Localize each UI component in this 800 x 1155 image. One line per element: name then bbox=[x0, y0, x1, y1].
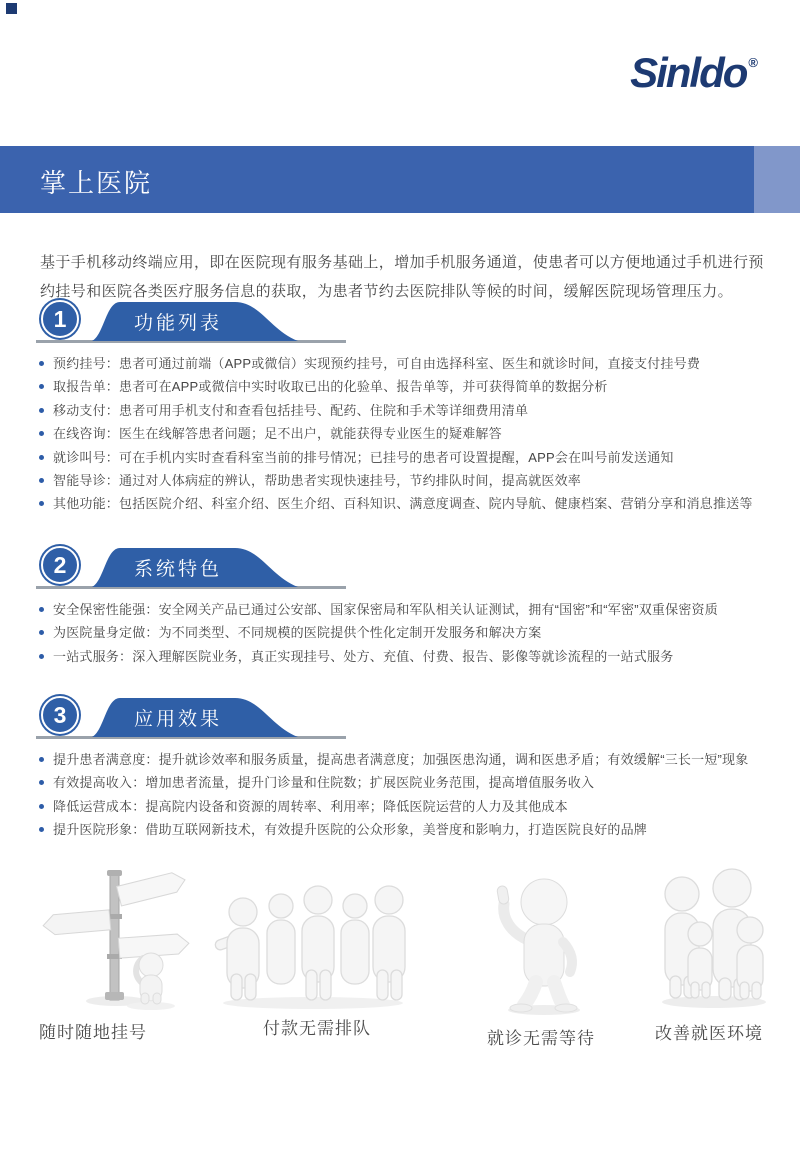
system-feature-list bbox=[36, 598, 776, 668]
list-item-text: 降低运营成本：提高院内设备和资源的周转率、利用率；降低医院运营的人力及其他成本 bbox=[53, 798, 568, 814]
bullet-dot-icon bbox=[39, 431, 44, 436]
list-item-text: 提升医院形象：借助互联网新技术，有效提升医院的公众形象，美誉度和影响力，打造医院良好的品牌 bbox=[53, 822, 648, 838]
family-group-illustration bbox=[630, 858, 790, 1010]
registered-trademark-symbol: ® bbox=[748, 55, 758, 70]
section-header-effects bbox=[36, 696, 766, 742]
section-header-features bbox=[36, 300, 766, 346]
bullet-dot-icon bbox=[39, 780, 44, 785]
list-item bbox=[36, 399, 776, 422]
list-item bbox=[36, 492, 776, 515]
bullet-dot-icon bbox=[39, 804, 44, 809]
list-item-text: 一站式服务：深入理解医院业务，真正实现挂号、处方、充值、付费、报告、影像等就诊流程的一站式服务 bbox=[53, 648, 674, 664]
list-item bbox=[36, 352, 776, 375]
list-item bbox=[36, 598, 776, 621]
list-item-text: 为医院量身定做：为不同类型、不同规模的医院提供个性化定制开发服务和解决方案 bbox=[53, 625, 542, 641]
list-item-text: 其他功能：包括医院介绍、科室介绍、医生介绍、百科知识、满意度调查、院内导航、健康档案、营销分享和消息推送等 bbox=[53, 496, 753, 512]
section-title: 系统特色 bbox=[133, 559, 222, 580]
title-banner bbox=[0, 146, 754, 213]
list-item-text: 就诊叫号：可在手机内实时查看科室当前的排号情况；已挂号的患者可设置提醒，APP会在叫号前发送通知 bbox=[53, 449, 674, 465]
section-number-badge: 1 bbox=[41, 300, 79, 338]
list-item-text: 安全保密性能强：安全网关产品已通过公安部、国家保密局和军队相关认证测试，拥有“国密”和“军密”双重保密资质 bbox=[53, 602, 718, 617]
corner-mark bbox=[6, 3, 17, 14]
list-item bbox=[36, 621, 776, 644]
brand-logo bbox=[630, 49, 758, 96]
caption-book-anywhere: 随时随地挂号 bbox=[39, 1023, 147, 1042]
feature-list bbox=[36, 352, 776, 516]
effect-list bbox=[36, 748, 776, 842]
intro-paragraph: 基于手机移动终端应用，即在医院现有服务基础上，增加手机服务通道，使患者可以方便地通过手机进行预约挂号和医院各类医疗服务信息的获取，为患者节约去医院排队等候的时间，缓解医院现场管理压力。 bbox=[40, 254, 764, 300]
list-item bbox=[36, 645, 776, 668]
section-number-badge: 2 bbox=[41, 546, 79, 584]
bullet-dot-icon bbox=[39, 455, 44, 460]
section-title: 应用效果 bbox=[133, 709, 222, 730]
queue-group-illustration bbox=[213, 862, 408, 1010]
list-item-text: 移动支付：患者可用手机支付和查看包括挂号、配药、住院和手术等详细费用清单 bbox=[53, 402, 529, 418]
caption-no-waiting: 就诊无需等待 bbox=[487, 1029, 595, 1048]
list-item-text: 在线咨询：医生在线解答患者问题；足不出户，就能获得专业医生的疑难解答 bbox=[53, 426, 502, 442]
bullet-dot-icon bbox=[39, 361, 44, 366]
list-item-text: 取报告单：患者可在APP或微信中实时收取已出的化验单、报告单等，并可获得简单的数据分析 bbox=[53, 379, 608, 395]
list-item-text: 有效提高收入：增加患者流量，提升门诊量和住院数；扩展医院业务范围，提高增值服务收入 bbox=[53, 775, 595, 791]
list-item-text: 预约挂号：患者可通过前端（APP或微信）实现预约挂号，可自由选择科室、医生和就诊时间，直接支付挂号费 bbox=[53, 356, 701, 371]
list-item bbox=[36, 469, 776, 492]
list-item bbox=[36, 771, 776, 794]
list-item bbox=[36, 748, 776, 771]
bullet-dot-icon bbox=[39, 630, 44, 635]
list-item bbox=[36, 375, 776, 398]
bullet-dot-icon bbox=[39, 757, 44, 762]
title-banner-accent bbox=[754, 146, 800, 213]
bullet-dot-icon bbox=[39, 384, 44, 389]
page-title: 掌上医院 bbox=[40, 168, 153, 198]
list-item-text: 智能导诊：通过对人体病症的辨认，帮助患者实现快速挂号，节约排队时间，提高就医效率 bbox=[53, 473, 582, 489]
bullet-dot-icon bbox=[39, 408, 44, 413]
list-item bbox=[36, 446, 776, 469]
section-title: 功能列表 bbox=[133, 313, 222, 334]
thumbs-up-illustration bbox=[462, 862, 617, 1017]
section-header-system bbox=[36, 546, 766, 592]
list-item-text: 提升患者满意度：提升就诊效率和服务质量，提高患者满意度；加强医患沟通，调和医患矛盾；有效缓解“三长一短”现象 bbox=[53, 752, 749, 767]
list-item bbox=[36, 818, 776, 841]
bullet-dot-icon bbox=[39, 654, 44, 659]
section-number-badge: 3 bbox=[41, 696, 79, 734]
list-item bbox=[36, 795, 776, 818]
bullet-dot-icon bbox=[39, 501, 44, 506]
brand-logo-text: Sinldo bbox=[630, 49, 747, 96]
caption-better-environment: 改善就医环境 bbox=[655, 1024, 763, 1043]
bullet-dot-icon bbox=[39, 607, 44, 612]
signpost-illustration bbox=[30, 862, 200, 1010]
bullet-dot-icon bbox=[39, 827, 44, 832]
list-item bbox=[36, 422, 776, 445]
bullet-dot-icon bbox=[39, 478, 44, 483]
caption-pay-no-queue: 付款无需排队 bbox=[263, 1019, 371, 1038]
